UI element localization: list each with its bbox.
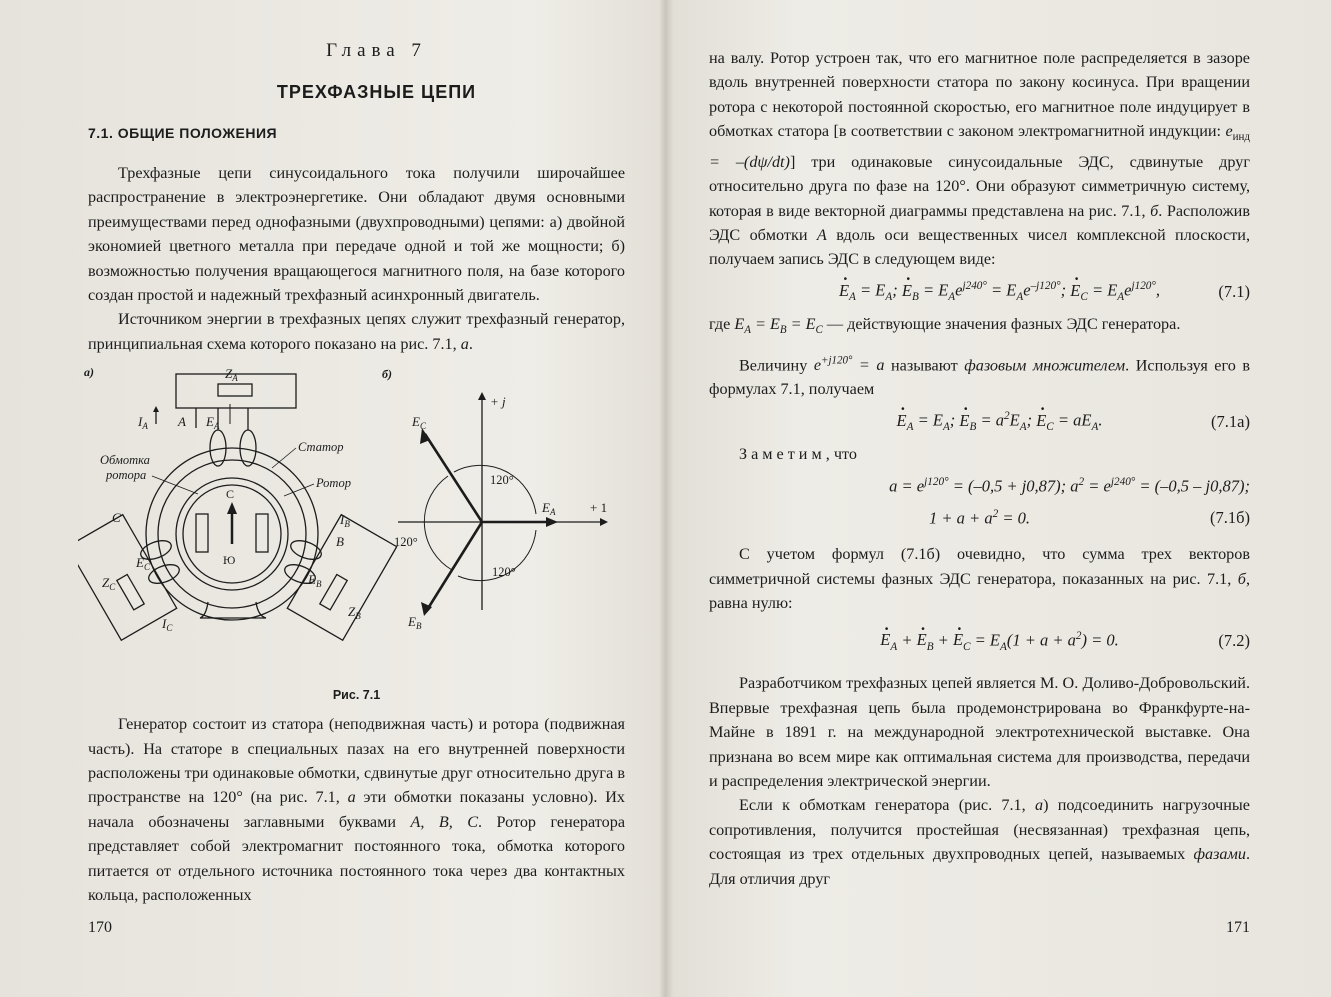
paragraph-phase-multiplier: Величину $e^{+j120^\circ} = a$ называют фазовым множителем. Используя его в формулах 7.1, получаем [709,354,1250,399]
vec-ec-label: $E_C$ [412,414,426,432]
rotor-label: Ротор [316,476,351,491]
equation-7-2: · $E_A$ + · $E_B$ + · $E_C = E_A(1 + a + a^2) = 0$. (7.2) [749,615,1250,667]
page-number-right: 171 [1226,919,1250,936]
z-c-resistor [117,575,144,610]
z-a-label: $Z_A$ [225,366,238,384]
real-axis-label: + 1 [590,500,608,516]
e-a-label: $E_A$ [206,414,220,432]
z-b-resistor [320,575,347,610]
angle-label-2: 120° [394,535,418,550]
z-b-label: $Z_B$ [348,604,361,622]
paragraph-note: Заметим, что [739,444,857,463]
paragraph-history: Разработчиком трехфазных цепей является М. О. Доливо-Добровольский. Впервые трехфазная цепь была продемонстрирована во Франкфурте-на-Майне в 1891 г. на международной электротехнической выставке. Она признана во всем мире как оптимальная система для производства, передачи и распределения электрической энергии. [709,674,1250,790]
paragraph-sum-zero: С учетом формул (7.1б) очевидно, что сумма трех векторов симметричной системы фазных ЭДС генератора, показанных на рис. 7.1, б, равна нулю: [709,545,1250,612]
terminal-a-label: A [178,414,186,430]
section-heading: 7.1. ОБЩИЕ ПОЛОЖЕНИЯ [88,125,278,141]
eq-7-1-number: (7.1) [1218,281,1250,301]
rotor-pole-left [196,514,208,552]
equation-7-1: · $E_A = E_A$; · $E_B = E_Ae^{j240^\circ} = E_Ae^{-j120^\circ}$; · $E_C = E_Ae^{j120^\circ}$, (7.1) [749,272,1250,312]
terminal-b-label: B [336,534,344,550]
vector-ec [425,434,482,522]
figure-caption: Рис. 7.1 [332,688,381,703]
angle-arc-2 [424,476,452,570]
z-c-label: $Z_C$ [102,575,116,593]
equation-a-values: $a = e^{j120^\circ} = (-0,5 + j0,87)$; $a^2 = e^{j240^\circ} = (-0,5 - j0,87)$; [889,475,1250,496]
stator-label: Статор [298,440,344,455]
figure-7-1-svg [78,364,618,686]
vector-diagram [394,392,608,631]
z-a-resistor [218,384,252,396]
angle-label-1: 120° [490,473,514,488]
paragraph-generator-structure: Генератор состоит из статора (неподвижная часть) и ротора (подвижная часть). На статоре в специальных пазах на его внутренней поверхности расположены три одинаковые обмотки, сдвинутые друг относительно друга в пространстве на 120° (на рис. 7.1, а эти обмотки показаны условно). Их начала обозначены заглавными буквами А, В, С. Ротор генератора представляет собой электромагнит постоянного тока, обмотка которого питается от отдельного источника постоянного тока через два контактных кольца, расположенных [88,715,626,905]
pole-north-label: С [226,487,235,502]
left-page [0,0,665,997]
eq-7-2-number: (7.2) [1218,631,1250,651]
equation-7-1a: · $E_A = E_A$; · $E_B = a^2E_A$; · $E_C = aE_A$. (7.1а) [749,402,1250,442]
paragraph-intro: Трехфазные цепи синусоидального тока получили широчайшее распространение в электроэнергетике. Они обладают двумя основными преимуществами перед однофазными (двухпроводными) цепями: а) двойной экономией цветного металла при передаче одной и той же мощности; б) возможностью получения вращающегося магнитного поля, на базе которого создан простой и надежный трехфазный асинхронный двигатель. [88,164,625,305]
angle-label-3: 120° [492,565,516,580]
fig-label-b: б) [382,367,392,382]
i-c-label: $I_C$ [162,616,173,634]
equation-7-1b: $1 + a + a^2 = 0$. (7.1б) [929,507,1250,528]
paragraph-phases: Если к обмоткам генератора (рис. 7.1, а) подсоединить нагрузочные сопротивления, получится простейшая (несвязанная) трехфазная цепь, состоящая из трех отдельных двухпроводных цепей, называемых фазами. Для отличия друг [709,796,1250,888]
paragraph-generator-intro: Источником энергии в трехфазных цепях служит трехфазный генератор, принципиальная схема которого показано на рис. 7.1, а. [88,310,625,353]
page-number-left: 170 [88,919,112,936]
rotor-winding-label-1: Обмотка [100,453,150,468]
paragraph-where: где $E_A = E_B = E_C$ — действующие значения фазных ЭДС генератора. [709,314,1181,337]
vec-ea-label: $E_A$ [542,500,556,518]
i-a-label: $I_A$ [138,414,148,432]
chapter-title: ТРЕХФАЗНЫЕ ЦЕПИ [276,82,477,102]
e-c-label: $E_C$ [136,555,150,573]
chapter-number: Глава 7 [326,40,427,61]
right-page [665,0,1330,997]
vec-eb-label: $E_B$ [408,614,422,632]
fig-label-a: а) [84,365,94,380]
vector-eb [427,522,482,610]
e-b-label: $E_B$ [308,572,322,590]
imag-axis-label: + j [490,394,506,410]
terminal-c-label: C [112,510,121,526]
rotor-pole-right [256,514,268,552]
eq-7-1a-number: (7.1а) [1211,411,1250,431]
paragraph-rotor: на валу. Ротор устроен так, что его магнитное поле распределяется в зазоре вдоль внутренней поверхности статора по закону косинуса. При вращении ротора с некоторой постоянной скоростью, его магнитное поле индуцирует в обмотках статора [в соответствии с законом электромагнитной индукции: $e_{инд} = -(d\psi/dt)$] три одинаковые синусоидальные ЭДС, сдвинутые друг относительно друга по фазе на 120°. Они образуют симметричную систему, которая в виде векторной диаграммы представлена на рис. 7.1, б. Расположив ЭДС обмотки А вдоль оси вещественных чисел комплексной плоскости, получаем запись ЭДС в следующем виде: [709,49,1250,269]
pole-south-label: Ю [223,553,236,568]
rotor-winding-label-2: ротора [106,468,147,483]
figure-7-1 [84,364,625,686]
generator-drawing [78,366,397,640]
eq-7-1b-number: (7.1б) [1209,508,1250,528]
i-b-label: $I_B$ [340,512,350,530]
